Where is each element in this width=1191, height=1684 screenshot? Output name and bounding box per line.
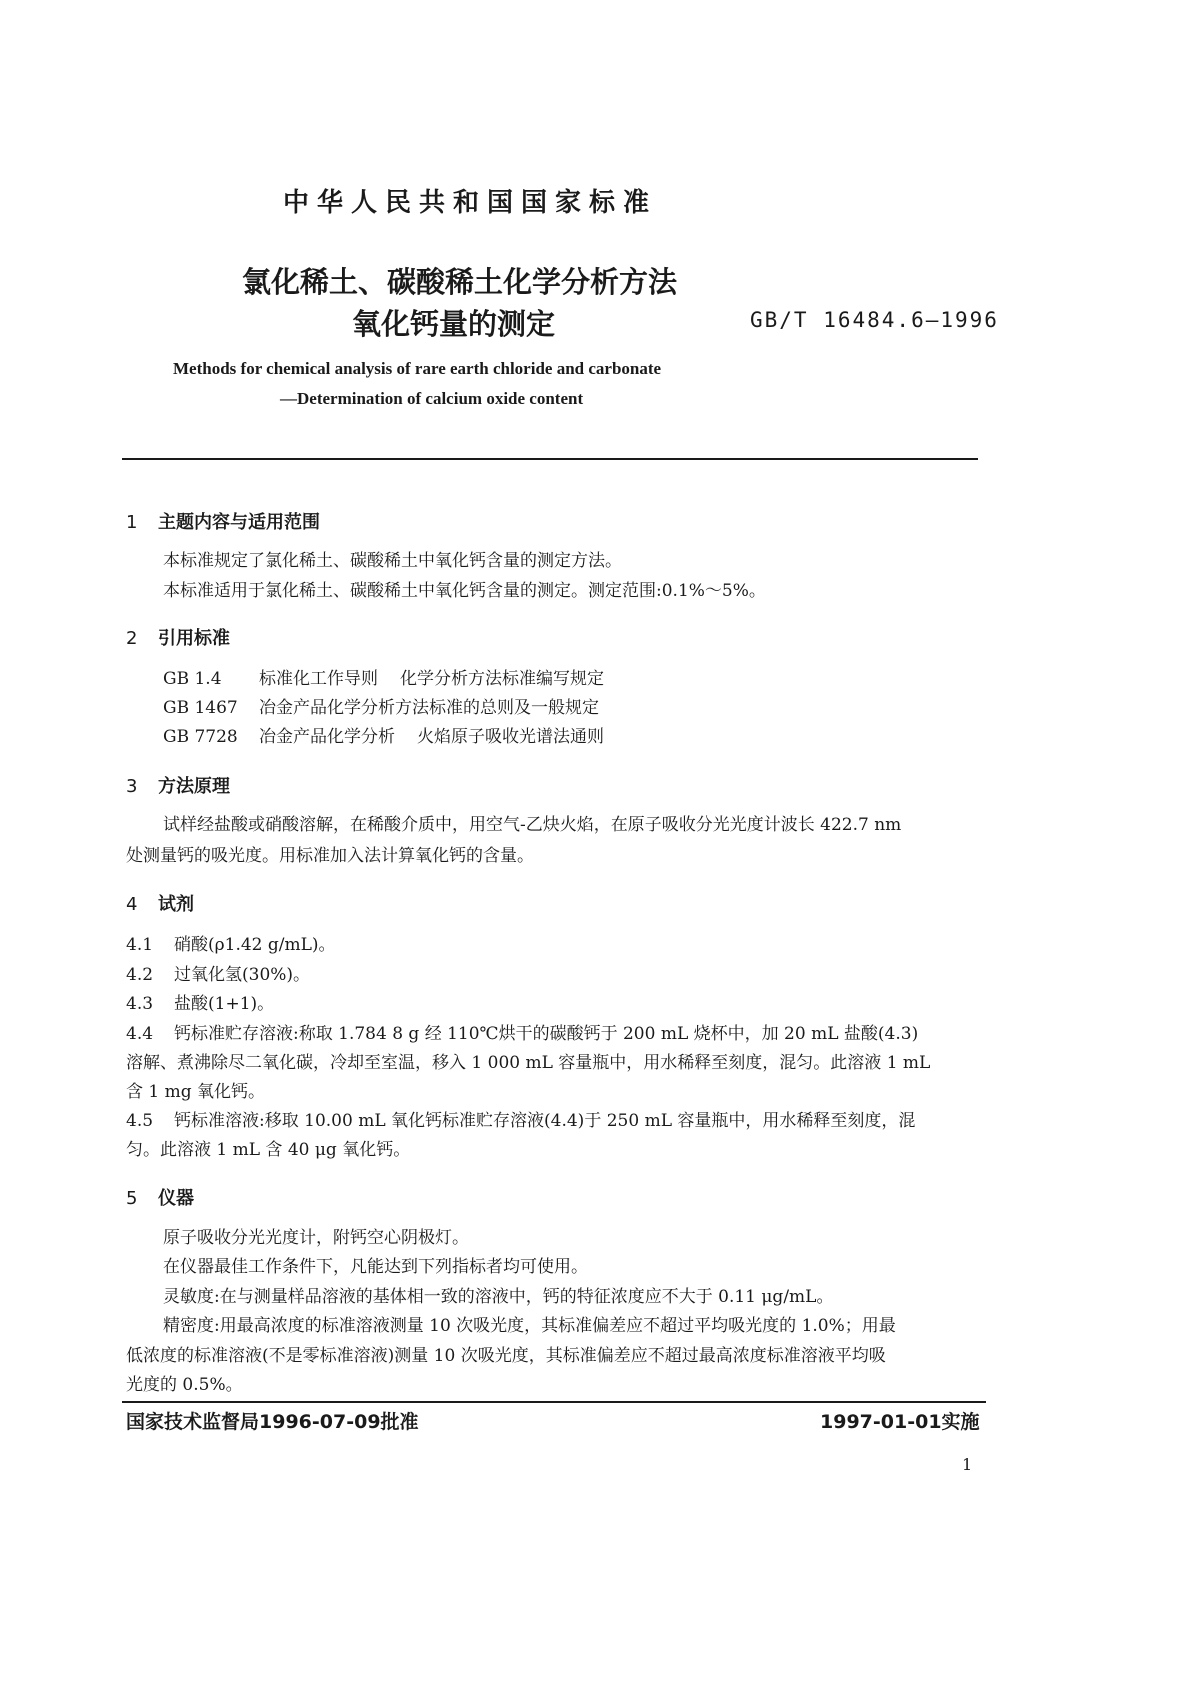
reference-title: 冶金产品化学分析 (259, 727, 395, 747)
section-5-paragraph-2: 在仪器最佳工作条件下，凡能达到下列指标者均可使用。 (163, 1257, 588, 1277)
section-5-heading (126, 1184, 194, 1210)
clause-text: 钙标准溶液:移取 10.00 mL 氧化钙标准贮存溶液(4.4)于 250 mL 容量瓶中，用水稀释至刻度，混 (174, 1111, 916, 1131)
approval-line: 国家技术监督局1996-07-09批准 (126, 1411, 419, 1433)
section-5-paragraph-4-line-3: 光度的 0.5%。 (126, 1375, 243, 1395)
reference-code: GB 1467 (163, 698, 238, 718)
section-3-heading (126, 772, 230, 798)
reagent-4-2 (126, 961, 310, 990)
document-title-line2: 氧化钙量的测定 (352, 307, 556, 341)
reagent-4-4-line-2: 溶解、煮沸除尽二氧化碳，冷却至室温，移入 1 000 mL 容量瓶中，用水稀释至刻度，混匀。此溶液 1 mL (126, 1053, 931, 1073)
clause-text: 过氧化氢(30%)。 (174, 965, 311, 985)
english-title-line2: —Determination of calcium oxide content (280, 389, 584, 408)
reference-code: GB 7728 (163, 727, 238, 747)
section-number: 1 (126, 512, 138, 533)
section-title: 方法原理 (158, 776, 230, 797)
clause-number: 4.2 (126, 965, 154, 985)
section-5-paragraph-1: 原子吸收分光光度计，附钙空心阴极灯。 (163, 1228, 469, 1248)
reagent-4-5-line-2: 匀。此溶液 1 mL 含 40 μg 氧化钙。 (126, 1140, 411, 1160)
section-3-line-1: 试样经盐酸或硝酸溶解，在稀酸介质中，用空气-乙炔火焰，在原子吸收分光光度计波长 422.7 nm (163, 815, 902, 835)
effective-date: 1997-01-01实施 (820, 1411, 980, 1433)
reference-title: 冶金产品化学分析方法标准的总则及一般规定 (259, 698, 599, 718)
section-number: 4 (126, 894, 138, 915)
reagent-4-5-line-1 (126, 1107, 915, 1136)
section-number: 3 (126, 776, 138, 797)
reference-code: GB 1.4 (163, 669, 222, 689)
reagent-4-3 (126, 990, 274, 1019)
national-standard-heading: 中华人民共和国国家标准 (283, 188, 658, 218)
clause-number: 4.5 (126, 1111, 154, 1131)
section-3-line-2: 处测量钙的吸光度。用标准加入法计算氧化钙的含量。 (126, 846, 534, 866)
document-title-line1: 氯化稀土、碳酸稀土化学分析方法 (242, 265, 678, 299)
standard-code: GB/T 16484.6—1996 (750, 308, 999, 332)
clause-number: 4.4 (126, 1024, 154, 1044)
clause-number: 4.3 (126, 994, 154, 1014)
reference-title: 标准化工作导则 (259, 669, 378, 689)
english-title-line1: Methods for chemical analysis of rare earth chloride and carbonate (173, 359, 662, 378)
section-title: 仪器 (158, 1188, 194, 1209)
reference-subtitle: 火焰原子吸收光谱法通则 (417, 727, 604, 747)
clause-text: 硝酸(ρ1.42 g/mL)。 (174, 935, 336, 955)
section-number: 5 (126, 1188, 138, 1209)
section-number: 2 (126, 628, 138, 649)
section-title: 试剂 (158, 894, 194, 915)
reference-row (163, 665, 604, 694)
page-number: 1 (962, 1455, 973, 1474)
section-4-heading (126, 890, 194, 916)
clause-text: 钙标准贮存溶液:称取 1.784 8 g 经 110℃烘干的碳酸钙于 200 mL 烧杯中，加 20 mL 盐酸(4.3) (174, 1024, 919, 1044)
header-divider (122, 458, 978, 460)
section-5-paragraph-3: 灵敏度:在与测量样品溶液的基体相一致的溶液中，钙的特征浓度应不大于 0.11 μg/mL。 (163, 1287, 834, 1307)
reference-row (163, 694, 599, 723)
section-5-paragraph-4-line-1: 精密度:用最高浓度的标准溶液测量 10 次吸光度，其标准偏差应不超过平均吸光度的 1.0%；用最 (163, 1316, 896, 1336)
section-1-paragraph-1: 本标准规定了氯化稀土、碳酸稀土中氧化钙含量的测定方法。 (163, 551, 622, 571)
section-1-heading (126, 508, 320, 534)
reagent-4-4-line-1 (126, 1020, 918, 1049)
clause-number: 4.1 (126, 935, 154, 955)
section-5-paragraph-4-line-2: 低浓度的标准溶液(不是零标准溶液)测量 10 次吸光度，其标准偏差应不超过最高浓度标准溶液平均吸 (126, 1346, 886, 1366)
footer-divider (122, 1401, 986, 1403)
section-title: 引用标准 (158, 628, 230, 649)
reference-row (163, 723, 604, 752)
section-2-heading (126, 624, 230, 650)
reagent-4-1 (126, 931, 336, 960)
reference-subtitle: 化学分析方法标准编写规定 (400, 669, 604, 689)
section-1-paragraph-2: 本标准适用于氯化稀土、碳酸稀土中氧化钙含量的测定。测定范围:0.1%～5%。 (163, 581, 766, 601)
reagent-4-4-line-3: 含 1 mg 氧化钙。 (126, 1082, 266, 1102)
section-title: 主题内容与适用范围 (158, 512, 320, 533)
clause-text: 盐酸(1+1)。 (174, 994, 275, 1014)
